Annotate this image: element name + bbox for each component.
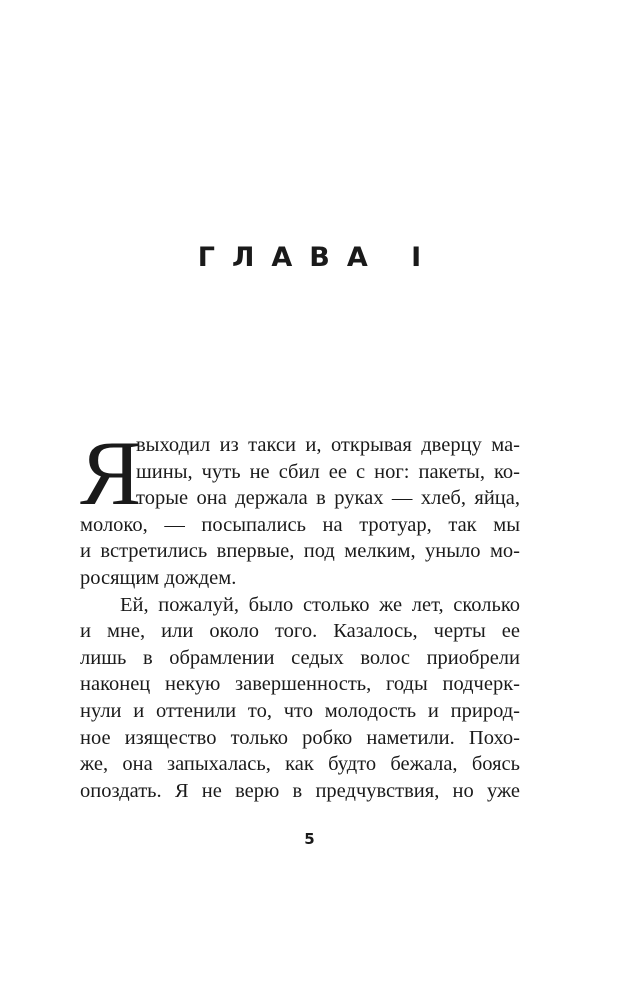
text-line: росящим дождем.: [80, 566, 237, 589]
text-line: наконец некую завершенность, годы подчерк-: [80, 673, 520, 696]
text-line: и встретились впервые, под мелким, уныло мо-: [80, 540, 520, 563]
text-line: же, она запыхалась, как будто бежала, боясь: [80, 753, 520, 776]
chapter-title: ГЛАВА I: [197, 242, 439, 273]
text-line: шины, чуть не сбил ее с ног: пакеты, ко-: [136, 460, 520, 483]
paragraph-1: [80, 422, 520, 592]
paragraph-2: [80, 592, 520, 805]
drop-cap: Я: [80, 422, 142, 524]
text-line: лишь в обрамлении седых волос приобрели: [80, 646, 520, 669]
text-line: ное изящество только робко наметили. Похо-: [80, 726, 520, 749]
text-line: молоко, — посыпались на тротуар, так мы: [80, 513, 520, 536]
text-line: опоздать. Я не верю в предчувствия, но уже: [80, 779, 520, 802]
body-text: [80, 422, 520, 804]
text-line: Ей, пожалуй, было столько же лет, сколько: [120, 593, 520, 616]
text-line: выходил из такси и, открывая дверцу ма-: [136, 434, 520, 456]
page-number: 5: [304, 830, 315, 848]
text-line: торые она держала в руках — хлеб, яйца,: [136, 487, 520, 510]
text-line: и мне, или около того. Казалось, черты ее: [80, 620, 520, 643]
text-line: нули и оттенили то, что молодость и природ-: [80, 699, 520, 722]
